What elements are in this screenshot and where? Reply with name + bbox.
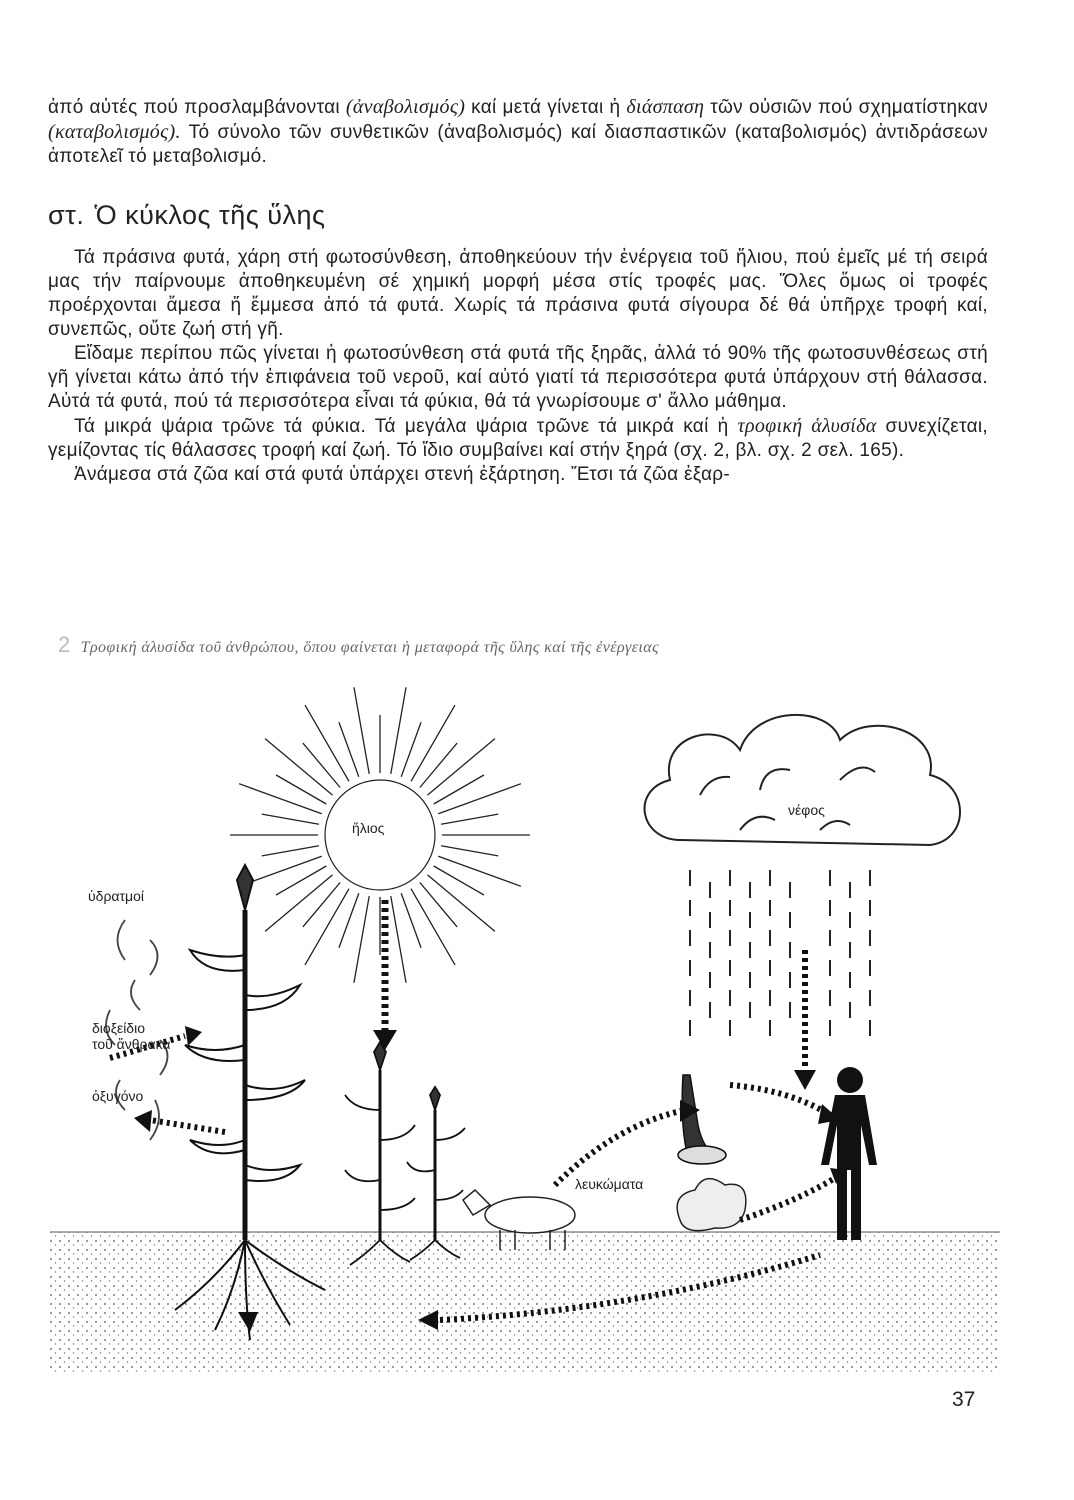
body-p3-text-2: συνεχίζεται, γεμίζοντας τίς θάλασσες τροφή καί ζωή. Τό ἴδιο συμβαίνει καί στήν ξηρά (σχ. 2, βλ. σχ. 2 σελ. 165). [48, 416, 988, 461]
sun-ray [354, 687, 369, 774]
body-paragraph-4: Ἀνάμεσα στά ζῶα καί στά φυτά ὑπάρχει στενή ἐξάρτηση. Ἔτσι τά ζῶα ἐξαρ- [74, 464, 731, 485]
sun-ray [262, 814, 319, 824]
intro-paragraph [48, 95, 988, 169]
label-co2-line2: τοῦ ἄνθρακα [92, 1036, 171, 1052]
figure-caption [58, 632, 659, 658]
label-co2-line1: διοξείδιο [92, 1020, 145, 1036]
cloud-drawing [645, 715, 960, 845]
ground-area [50, 1232, 1000, 1372]
intro-text-2: καί μετά γίνεται ἡ [465, 97, 627, 118]
figure-caption-text: Τροφική ἁλυσίδα τοῦ ἀνθρώπου, ὅπου φαίνεται ἡ μεταφορά τῆς ὕλης καί τῆς ἐνέργειας [80, 639, 659, 656]
oxygen-arrow [134, 1110, 225, 1132]
sun-ray [354, 896, 369, 983]
sun-ray [391, 896, 406, 983]
intro-text-1: ἀπό αὐτές πού προσλαμβάνονται [48, 97, 346, 118]
rain-lines [690, 870, 870, 1036]
sun-ray [262, 846, 319, 856]
intro-term-anabolism: (ἀναβολισμός) [345, 96, 466, 118]
sun-ray [305, 889, 349, 965]
label-water-vapor: ὑδρατμοί [88, 888, 144, 904]
sun-energy-arrow [373, 900, 397, 1050]
sun-ray [303, 882, 340, 926]
page-number: 37 [952, 1388, 976, 1411]
sun-ray [420, 882, 457, 926]
intro-term-breakdown: διάσπαση [626, 96, 705, 118]
body-p3-text-1: Τά μικρά ψάρια τρῶνε τά φύκια. Τά μεγάλα ψάρια τρῶνε τά μικρά καί ἡ [74, 416, 738, 437]
sun-ray [303, 743, 340, 787]
body-paragraph-2: Εἴδαμε περίπου πῶς γίνεται ἡ φωτοσύνθεση στά φυτά τῆς ξηρᾶς, ἀλλά τό 90% τῆς φωτοσυνθέσεως στή γῆ γίνεται κάτω ἀπό τήν ἐπιφάνεια τοῦ νεροῦ, καί αὐτό γιατί τά περισσότερα φυτά ὑπάρχουν στή θάλασσα. Αὐτά τά φυτά, πού τά περισσότερα εἶναι τά φύκια, θά τά γνωρίσουμε σ' ἄλλο μάθημα. [48, 343, 988, 412]
sun-ray [441, 846, 498, 856]
sun-ray [239, 784, 322, 814]
label-oxygen: ὀξυγόνο [92, 1088, 144, 1104]
food-chain-drawing [40, 680, 1040, 1380]
protein-food-drawing [678, 1075, 726, 1164]
sun-ray [420, 743, 457, 787]
section-body [48, 246, 988, 487]
label-cloud: νέφος [788, 802, 825, 818]
rain-water-arrow [794, 950, 816, 1090]
intro-text-4: Τό σύνολο τῶν συνθετικῶν (ἀναβολισμός) καί διασπαστικῶν (καταβολισμός) ἀντιδράσεων ἀποτελεῖ τό μεταβολισμό. [48, 122, 988, 167]
body-paragraph-1: Τά πράσινα φυτά, χάρη στή φωτοσύνθεση, ἀποθηκεύουν τήν ἐνέργεια τοῦ ἥλιου, πού ἐμεῖς μέ τή σειρά μας τήν παίρνουμε ἀποθηκευμένη σέ χημική μορφή μέσα στίς τροφές μας. Ὅλες ὅμως οἱ τροφές προέρχονται ἄμεσα ἤ ἔμμεσα ἀπό τά φυτά. Χωρίς τά πράσινα φυτά σίγουρα δέ θά ὑπῆρχε τροφή καί, συνεπῶς, οὔτε ζωή στή γῆ. [48, 247, 988, 340]
section-number: στ. [48, 200, 85, 230]
body-paragraph-3 [48, 414, 988, 463]
sun-ray [441, 814, 498, 824]
sun-ray [411, 889, 455, 965]
label-sun: ἥλιος [352, 820, 385, 836]
sun-ray [438, 784, 521, 814]
intro-term-catabolism: (καταβολισμός). [48, 121, 181, 143]
vegetable-drawing [677, 1179, 746, 1231]
body-term-food-chain: τροφική ἁλυσίδα [737, 415, 877, 437]
figure-number: 2 [58, 632, 71, 657]
sun-ray [438, 856, 521, 886]
section-heading [48, 200, 326, 231]
human-silhouette [821, 1067, 877, 1240]
sun-ray [391, 687, 406, 774]
sun-ray [305, 705, 349, 781]
intro-text-3: τῶν οὐσιῶν πού σχηματίστηκαν [704, 97, 988, 118]
label-proteins: λευκώματα [575, 1176, 644, 1192]
food-chain-illustration [40, 680, 1040, 1380]
sun-ray [411, 705, 455, 781]
section-title: Ὁ κύκλος τῆς ὕλης [94, 200, 326, 230]
